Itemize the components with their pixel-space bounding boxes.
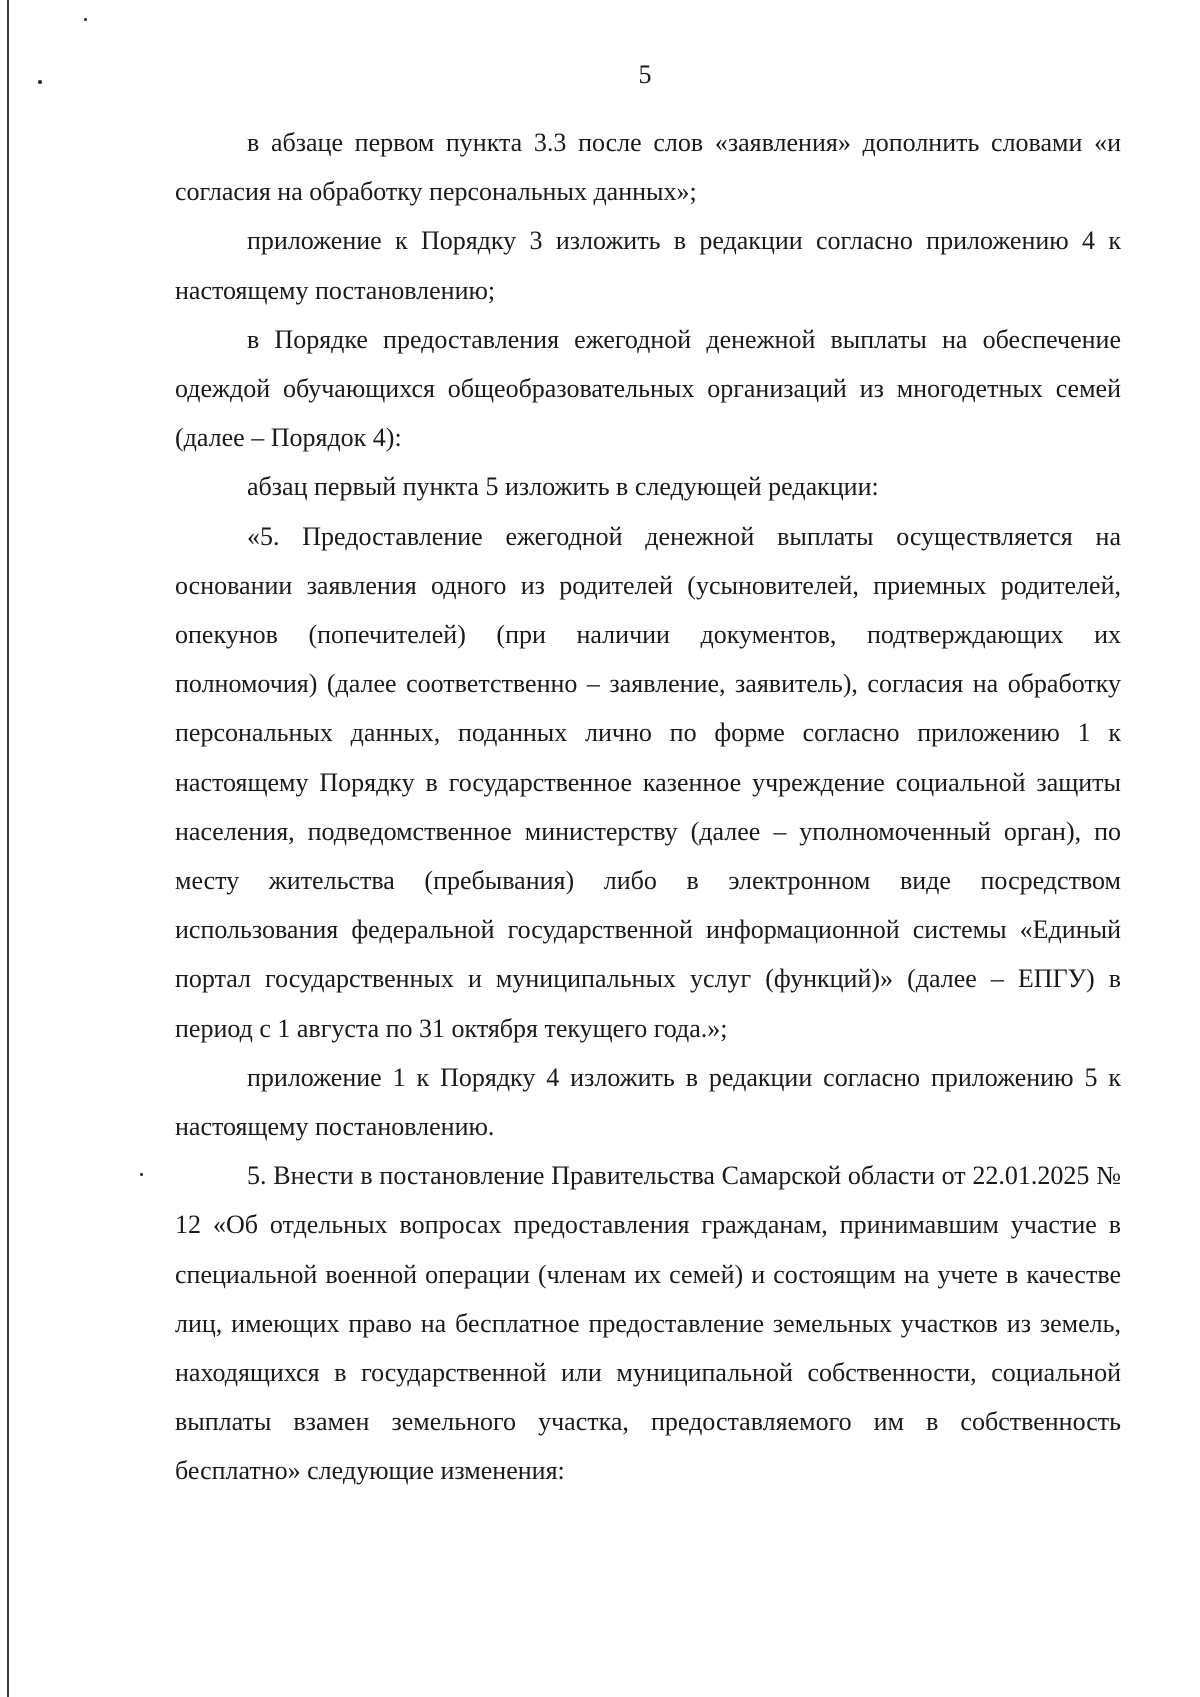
page-number: 5	[638, 60, 652, 89]
paragraph: «5. Предоставление ежегодной денежной выплаты осуществляется на основании заявления одного из родителей (усыновителей, приемных родителей, опекунов (попечителей) (при наличии документов, подтверждающих их полномочия) (далее соответственно – заявление, заявитель), согласия на обработку персональных данных, поданных лично по форме согласно приложению 1 к настоящему Порядку в государственное казенное учреждение социальной защиты населения, подведомственное министерству (далее – уполномоченный орган), по месту жительства (пребывания) либо в электронном виде посредством использования федеральной государственной информационной системы «Единый портал государственных и муниципальных услуг (функций)» (далее – ЕПГУ) в период с 1 августа по 31 октября текущего года.»;	[175, 521, 1121, 1043]
paragraph: 5. Внести в постановление Правительства Самарской области от 22.01.2025 № 12 «Об отдельных вопросах предоставления гражданам, принимавшим участие в специальной военной операции (членам их семей) и состоящим на учете в качестве лиц, имеющих право на бесплатное предоставление земельных участков из земель, находящихся в государственной или муниципальной собственности, социальной выплаты взамен земельного участка, предоставляемого им в собственность бесплатно» следующие изменения:	[175, 1161, 1121, 1486]
paragraph: приложение 1 к Порядку 4 изложить в редакции согласно приложению 5 к настоящему постановлению.	[175, 1062, 1121, 1142]
scan-left-edge	[7, 0, 9, 1697]
document-body	[175, 118, 1121, 1496]
paragraph: абзац первый пункта 5 изложить в следующей редакции:	[247, 472, 879, 502]
scan-speck	[84, 18, 87, 21]
paragraph: в абзаце первом пункта 3.3 после слов «заявления» дополнить словами «и согласия на обработку персональных данных»;	[175, 128, 1121, 207]
paragraph: приложение к Порядку 3 изложить в редакции согласно приложению 4 к настоящему постановлению;	[175, 226, 1121, 305]
paragraph: в Порядке предоставления ежегодной денежной выплаты на обеспечение одеждой обучающихся общеобразовательных организаций из многодетных семей (далее – Порядок 4):	[175, 324, 1121, 453]
scan-speck	[140, 1173, 143, 1176]
